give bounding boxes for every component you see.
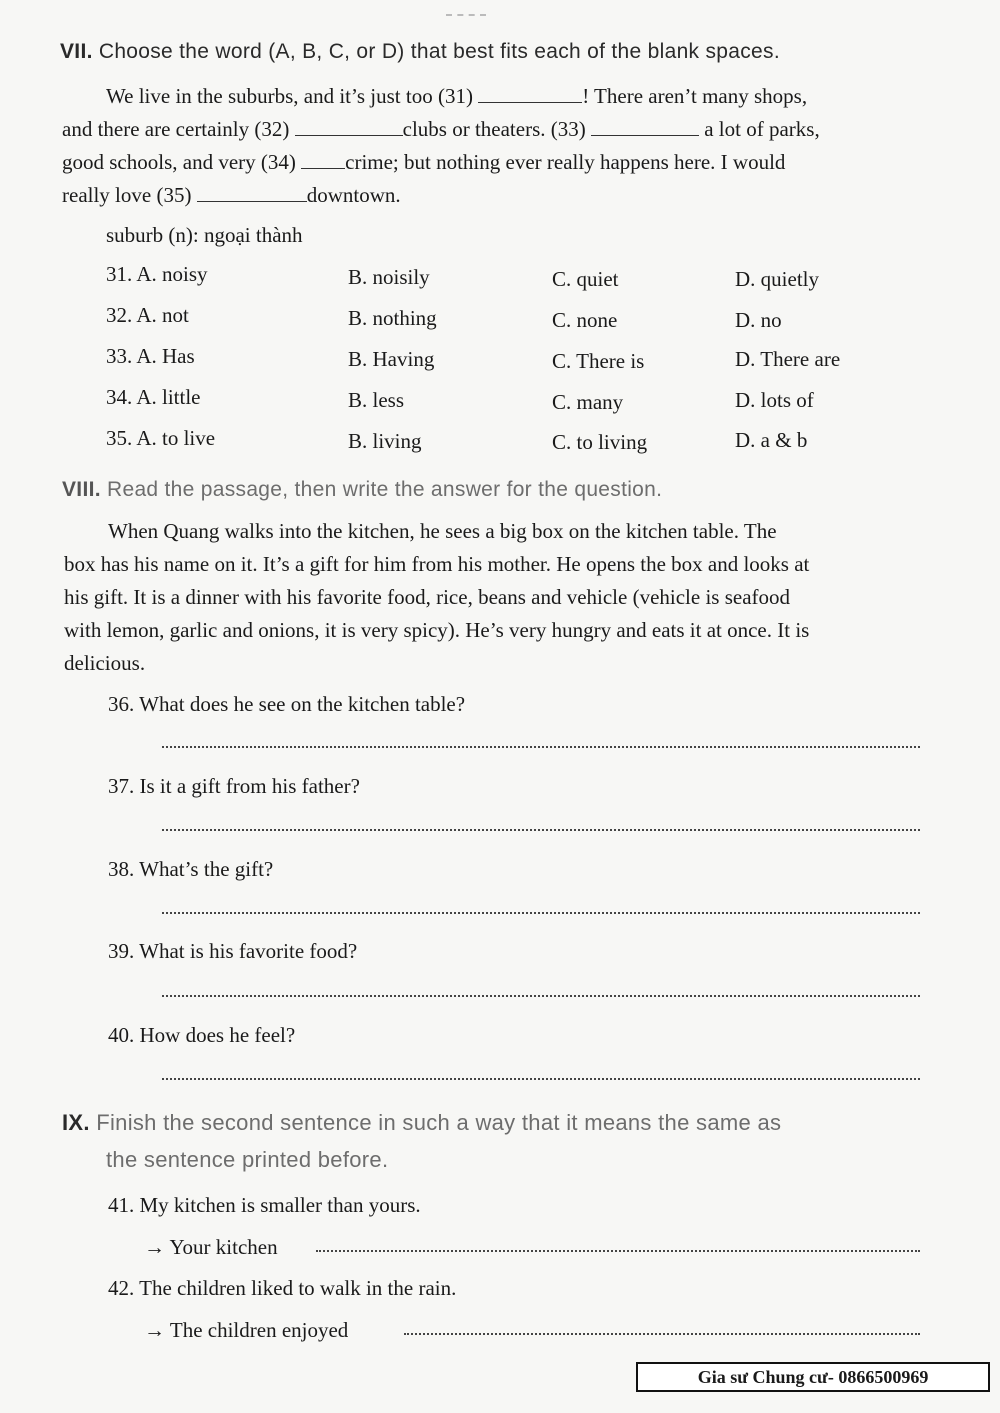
question-38: 38. What’s the gift?	[108, 857, 274, 881]
passage-text: crime; but nothing ever really happens here. I would	[345, 150, 786, 174]
option-d[interactable]: D. quietly	[735, 267, 819, 291]
section-9-title-line-1: Finish the second sentence in such a way that it means the same as	[96, 1110, 782, 1135]
section-7-heading	[60, 40, 780, 64]
answer-line-37[interactable]	[162, 825, 920, 831]
blank-32[interactable]	[295, 117, 403, 136]
option-a[interactable]: 31. A. noisy	[106, 262, 208, 286]
passage-text: downtown.	[306, 183, 401, 207]
passage-text: ! There aren’t many shops,	[582, 84, 808, 108]
passage-7-line-2	[62, 113, 820, 146]
section-8-heading	[62, 478, 662, 502]
option-a[interactable]: 35. A. to live	[106, 426, 216, 450]
section-7-title: Choose the word (A, B, C, or D) that best fits each of the blank spaces.	[98, 40, 780, 63]
question-37: 37. Is it a gift from his father?	[108, 774, 360, 798]
option-a[interactable]: 34. A. little	[106, 385, 201, 409]
passage-text: good schools, and very (34)	[62, 150, 296, 174]
option-c[interactable]: C. There is	[552, 349, 645, 373]
answer-line-36[interactable]	[162, 742, 920, 748]
question-40: 40. How does he feel?	[108, 1023, 296, 1047]
section-9-number: IX.	[62, 1110, 90, 1135]
question-42: 42. The children liked to walk in the rain.	[108, 1276, 457, 1300]
option-d[interactable]: D. lots of	[735, 388, 814, 412]
section-7-number: VII.	[60, 40, 93, 63]
option-a[interactable]: 32. A. not	[106, 303, 189, 327]
passage-8-line-3: his gift. It is a dinner with his favorite food, rice, beans and vehicle (vehicle is seafood	[64, 585, 791, 609]
section-8-number: VIII.	[62, 478, 101, 501]
option-d[interactable]: D. no	[735, 308, 782, 332]
prompt-41: → Your kitchen	[144, 1235, 278, 1259]
vocab-note: suburb (n): ngoại thành	[106, 223, 303, 247]
option-c[interactable]: C. many	[552, 390, 624, 414]
section-9-heading	[62, 1110, 781, 1136]
option-b[interactable]: B. nothing	[348, 306, 437, 330]
blank-31[interactable]	[478, 84, 582, 103]
blank-33[interactable]	[591, 117, 699, 136]
answer-line-38[interactable]	[162, 908, 920, 914]
passage-7-line-1	[106, 80, 807, 113]
passage-8-line-1: When Quang walks into the kitchen, he sees a big box on the kitchen table. The	[108, 519, 777, 543]
option-d[interactable]: D. There are	[735, 347, 841, 371]
option-c[interactable]: C. quiet	[552, 267, 619, 291]
answer-line-39[interactable]	[162, 991, 920, 997]
answer-line-42[interactable]	[404, 1329, 920, 1335]
blank-34[interactable]	[301, 150, 345, 169]
question-36: 36. What does he see on the kitchen table?	[108, 692, 466, 716]
passage-8-line-4: with lemon, garlic and onions, it is very spicy). He’s very hungry and eats it at once. It is	[64, 618, 810, 642]
passage-text: and there are certainly (32)	[62, 117, 290, 141]
passage-text: clubs or theaters. (33)	[402, 117, 586, 141]
passage-8-line-5: delicious.	[64, 651, 146, 675]
question-41: 41. My kitchen is smaller than yours.	[108, 1193, 421, 1217]
passage-7-line-3	[62, 146, 785, 179]
option-c[interactable]: C. to living	[552, 430, 648, 454]
blank-35[interactable]	[197, 183, 307, 202]
question-39: 39. What is his favorite food?	[108, 939, 358, 963]
option-b[interactable]: B. Having	[348, 347, 435, 371]
option-b[interactable]: B. less	[348, 388, 405, 412]
option-c[interactable]: C. none	[552, 308, 618, 332]
prompt-42: → The children enjoyed	[144, 1318, 349, 1342]
option-b[interactable]: B. living	[348, 429, 422, 453]
passage-text: really love (35)	[62, 183, 192, 207]
option-d[interactable]: D. a & b	[735, 428, 808, 452]
answer-line-40[interactable]	[162, 1074, 920, 1080]
passage-text: a lot of parks,	[704, 117, 820, 141]
footer-contact: Gia sư Chung cư- 0866500969	[636, 1362, 990, 1392]
page-mark	[446, 14, 486, 16]
passage-text: We live in the suburbs, and it’s just too (31)	[106, 84, 473, 108]
section-8-title: Read the passage, then write the answer for the question.	[107, 478, 663, 501]
passage-7-line-4	[62, 179, 401, 212]
option-a[interactable]: 33. A. Has	[106, 344, 195, 368]
option-b[interactable]: B. noisily	[348, 265, 430, 289]
passage-8-line-2: box has his name on it. It’s a gift for him from his mother. He opens the box and looks at	[64, 552, 810, 576]
answer-line-41[interactable]	[316, 1246, 920, 1252]
section-9-title-line-2: the sentence printed before.	[106, 1147, 389, 1172]
